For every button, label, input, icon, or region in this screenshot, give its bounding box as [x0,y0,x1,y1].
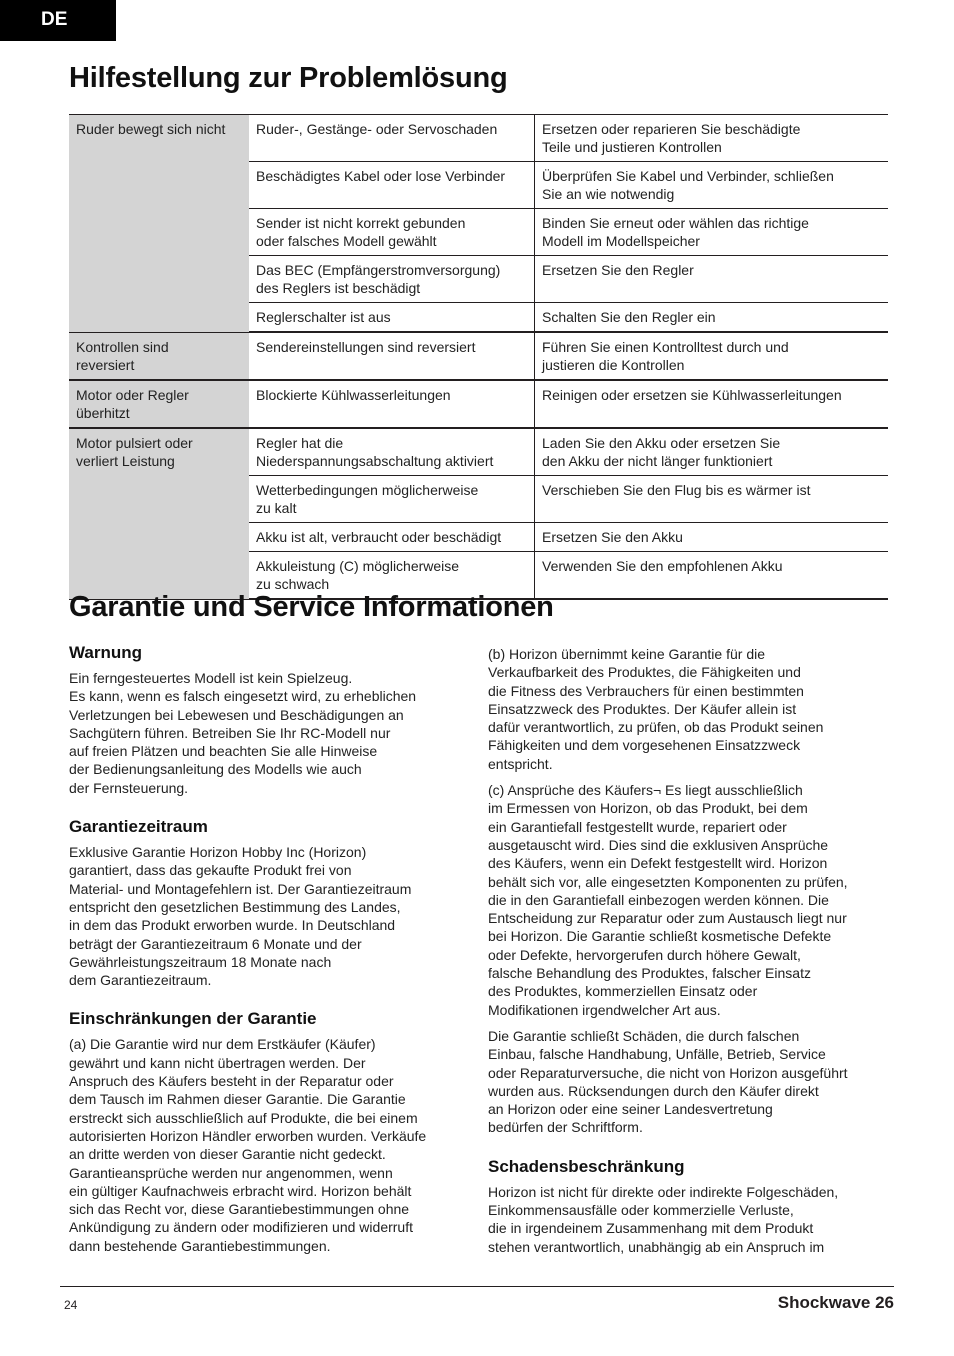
warning-text: Ein ferngesteuertes Modell ist kein Spielzeug. Es kann, wenn es falsch eingesetzt wird, zu erheblichen Verletzungen bei Lebewesen und Beschädigungen an Sachgütern führen. Betreiben Sie Ihr RC-Modell nur auf freien Plätzen und beachten Sie alle Hinweise der Bedienungsanleitung des Modells wie auch der Fernsteuerung. [69,670,417,796]
solution-cell: Binden Sie erneut oder wählen das richtige Modell im Modellspeicher [535,209,889,256]
solution-cell: Ersetzen Sie den Akku [535,523,889,552]
troubleshooting-title: Hilfestellung zur Problemlösung [69,62,508,94]
cause-cell: Akku ist alt, verbraucht oder beschädigt [249,523,535,552]
cause-cell: Wetterbedingungen möglicherweise zu kalt [249,476,535,523]
cause-cell: Sendereinstellungen sind reversiert [249,332,535,380]
cause-cell: Sender ist nicht korrekt gebunden oder falsches Modell gewählt [249,209,535,256]
problem-cell: Ruder bewegt sich nicht [69,115,249,333]
period-section [69,817,469,989]
cause-cell: Akkuleistung (C) möglicherweise zu schwach [249,552,535,600]
warranty-right-column [488,645,893,1276]
solution-cell: Überprüfen Sie Kabel und Verbinder, schließen Sie an wie notwendig [535,162,889,209]
solution-cell: Verschieben Sie den Flug bis es wärmer ist [535,476,889,523]
limits-text-b: (b) Horizon übernimmt keine Garantie für die Verkaufbarkeit des Produktes, die Fähigkeiten und die Fitness des Verbrauchers für einen bestimmten Einsatzzweck des Produktes. Der Käufer allein ist dafür verantwortlich, zu prüfen, ob das Produkt seinen Fähigkeiten und dem vorgesehenen Einsatzzweck entspricht. [488,646,824,772]
damage-section [488,1157,893,1256]
warranty-title: Garantie und Service Informationen [69,591,554,623]
problem-cell: Motor pulsiert oder verliert Leistung [69,428,249,599]
solution-cell: Laden Sie den Akku oder ersetzen Sie den Akku der nicht länger funktioniert [535,428,889,476]
troubleshooting-table [69,114,888,600]
warranty-left-column [69,643,469,1275]
footer-divider [60,1286,894,1287]
limits-text-c: (c) Ansprüche des Käufers¬ Es liegt ausschließlich im Ermessen von Horizon, ob das Produkt, bei dem ein Garantiefall festgestellt wurde, repariert oder ausgetauscht wird. Dies sind die exklusiven Ansprüche des Käufers, wenn ein Defekt festgestellt wird. Horizon behält sich vor, alle eingesetzten Komponenten zu prüfen, die in den Garantiefall einbezogen werden können. Die Entscheidung zur Reparatur oder zum Austausch liegt nur bei Horizon. Die Garantie schließt kosmetische Defekte oder Defekte, hervorgerufen durch höhere Gewalt, falsche Behandlung des Produktes, falscher Einsatz des Produktes, kommerziellen Einsatz oder Modifikationen irgendwelcher Art aus. [488,782,848,1018]
solution-cell: Ersetzen Sie den Regler [535,256,889,303]
limits-section [69,1009,469,1255]
language-tab: DE [0,0,116,41]
period-heading: Garantiezeitraum [69,817,208,837]
warning-section [69,643,469,797]
cause-cell: Das BEC (Empfängerstromversorgung) des Reglers ist beschädigt [249,256,535,303]
table-row [69,428,888,476]
cause-cell: Beschädigtes Kabel oder lose Verbinder [249,162,535,209]
table-row [69,115,888,162]
problem-cell: Motor oder Regler überhitzt [69,380,249,428]
product-name: Shockwave 26 [777,1293,894,1312]
damage-heading: Schadensbeschränkung [488,1156,685,1176]
page-number: 24 [64,1298,78,1312]
cause-cell: Ruder-, Gestänge- oder Servoschaden [249,115,535,162]
damage-text: Horizon ist nicht für direkte oder indirekte Folgeschäden, Einkommensausfälle oder kommerzielle Verluste, die in irgendeinem Zusammenhang mit dem Produkt stehen verantwortlich, unabhängig ab ein Anspruch im [488,1183,839,1255]
warning-heading: Warnung [69,643,143,662]
table-row [69,332,888,380]
table-row [69,380,888,428]
solution-cell: Schalten Sie den Regler ein [535,303,889,333]
cause-cell: Regler hat die Niederspannungsabschaltung aktiviert [249,428,535,476]
limits-heading: Einschränkungen der Garantie [69,1009,317,1029]
limits-text-a: (a) Die Garantie wird nur dem Erstkäufer (Käufer) gewährt und kann nicht übertragen werden. Der Anspruch des Käufers besteht in der Reparatur oder dem Tausch im Rahmen dieser Garantie. Die Garantie erstreckt sich ausschließlich auf Produkte, die bei einem autorisierten Horizon Händler erworben wurden. Verkäufe an dritte werden von dieser Garantie nicht gedeckt. Garantieansprüche werden nur angenommen, wenn ein gültiger Kaufnachweis erbracht wird. Horizon behält sich das Recht vor, diese Garantiebestimmungen ohne Ankündigung zu ändern oder modifizieren und widerruft dann bestehende Garantiebestimmungen. [69,1036,427,1254]
cause-cell: Reglerschalter ist aus [249,303,535,333]
limits-text-d: Die Garantie schließt Schäden, die durch falschen Einbau, falsche Handhabung, Unfälle, Betrieb, Service oder Reparaturversuche, die nicht von Horizon ausgeführt wurden aus. Rücksendungen durch den Käufer direkt an Horizon oder eine seiner Landesvertretung bedürfen der Schriftform. [488,1027,848,1136]
period-text: Exklusive Garantie Horizon Hobby Inc (Horizon) garantiert, dass das gekaufte Produkt frei von Material- und Montagefehlern ist. Der Garantiezeitraum entspricht den gesetzlichen Bestimmung des Landes, in dem das Produkt erworben wurde. In Deutschland beträgt der Garantiezeitraum 6 Monate und der Gewährleistungszeitraum 18 Monate nach dem Garantiezeitraum. [69,844,412,989]
solution-cell: Ersetzen oder reparieren Sie beschädigte Teile und justieren Kontrollen [535,115,889,162]
solution-cell: Reinigen oder ersetzen sie Kühlwasserleitungen [535,380,889,428]
solution-cell: Führen Sie einen Kontrolltest durch und justieren die Kontrollen [535,332,889,380]
solution-cell: Verwenden Sie den empfohlenen Akku [535,552,889,600]
cause-cell: Blockierte Kühlwasserleitungen [249,380,535,428]
problem-cell: Kontrollen sind reversiert [69,332,249,380]
